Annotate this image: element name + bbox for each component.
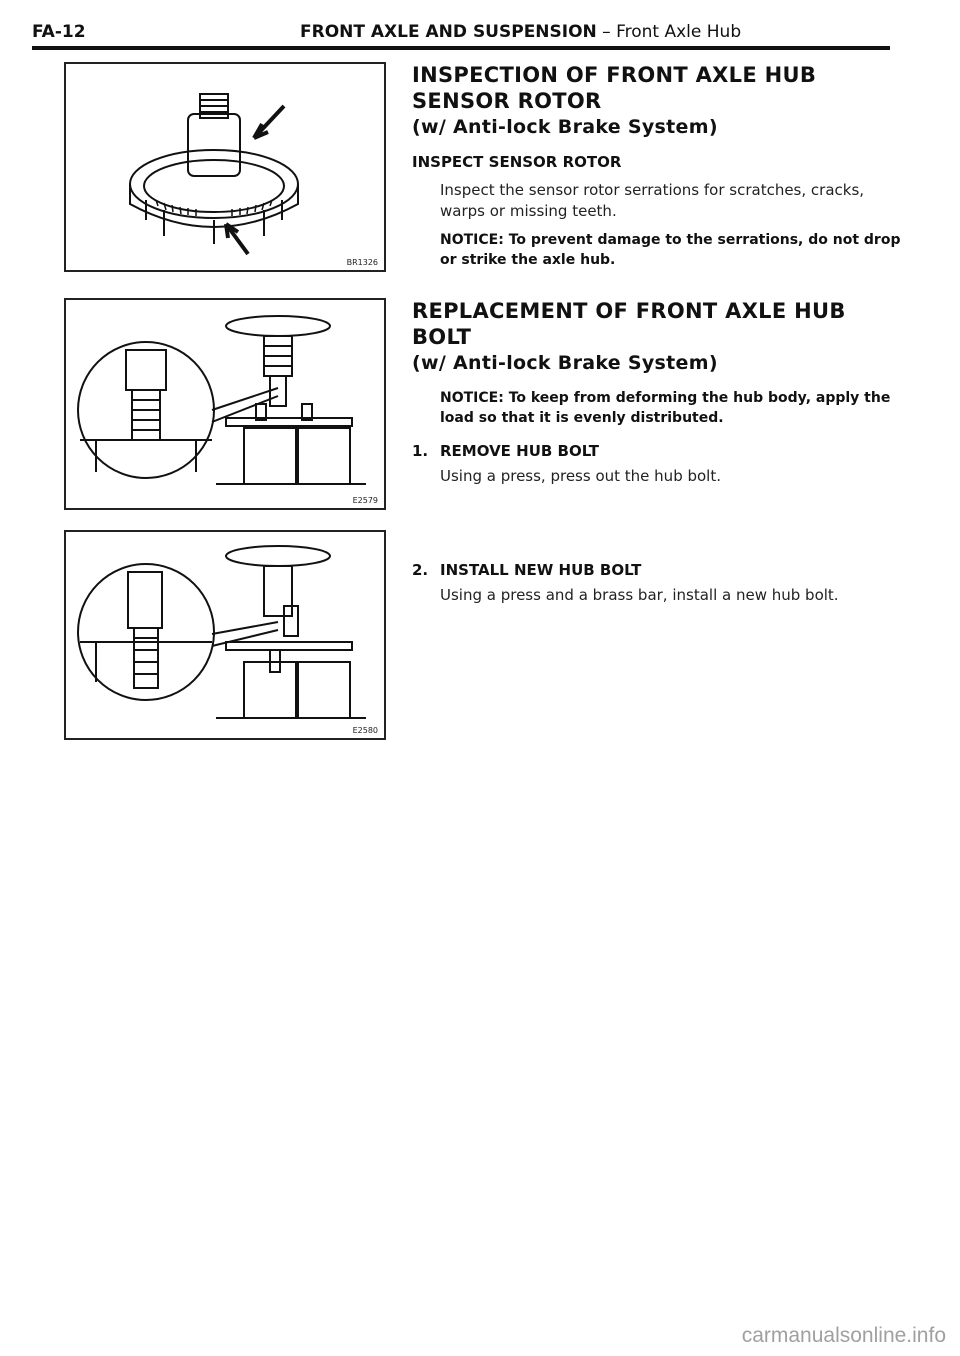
- step-title: REMOVE HUB BOLT: [440, 442, 600, 460]
- step-number: 1.: [412, 442, 429, 460]
- replacement-subheading: (w/ Anti-lock Brake System): [412, 352, 718, 374]
- step-body: Using a press, press out the hub bolt.: [440, 467, 721, 485]
- replacement-notice: NOTICE: To keep from deforming the hub body, apply the load so that it is evenly distributed.: [440, 390, 891, 426]
- inspect-sensor-rotor-body: Inspect the sensor rotor serrations for scratches, cracks, warps or missing teeth.: [440, 181, 865, 220]
- watermark: carmanualsonline.info: [741, 1324, 946, 1347]
- page-header: [32, 22, 890, 50]
- figure-code: E2580: [352, 726, 378, 735]
- figure-code: BR1326: [346, 258, 378, 267]
- install-bolt-illustration: [66, 532, 384, 738]
- figure-remove-hub-bolt: [64, 298, 386, 510]
- step-number: 2.: [412, 561, 429, 579]
- inspection-notice: NOTICE: To prevent damage to the serrations, do not drop or strike the axle hub.: [440, 232, 901, 268]
- sensor-rotor-illustration: [66, 64, 384, 270]
- step-title: INSTALL NEW HUB BOLT: [440, 561, 642, 579]
- inspection-heading: INSPECTION OF FRONT AXLE HUB SENSOR ROTOR: [412, 63, 817, 113]
- step-install-hub-bolt: [412, 561, 902, 579]
- inspection-subheading: (w/ Anti-lock Brake System): [412, 116, 718, 138]
- step-remove-hub-bolt: [412, 442, 902, 460]
- section-title-rest: – Front Axle Hub: [596, 22, 742, 42]
- page-number: FA-12: [32, 22, 86, 42]
- section-title: [300, 22, 741, 42]
- replacement-heading: REPLACEMENT OF FRONT AXLE HUB BOLT: [412, 299, 846, 349]
- section-title-bold: FRONT AXLE AND SUSPENSION: [300, 22, 597, 42]
- figure-install-hub-bolt: [64, 530, 386, 740]
- figure-code: E2579: [352, 496, 378, 505]
- remove-bolt-illustration: [66, 300, 384, 508]
- step-body: Using a press and a brass bar, install a new hub bolt.: [440, 586, 839, 604]
- figure-sensor-rotor: [64, 62, 386, 272]
- inspection-section: [412, 62, 902, 270]
- inspect-sensor-rotor-title: INSPECT SENSOR ROTOR: [412, 153, 622, 171]
- replacement-section: [412, 298, 902, 606]
